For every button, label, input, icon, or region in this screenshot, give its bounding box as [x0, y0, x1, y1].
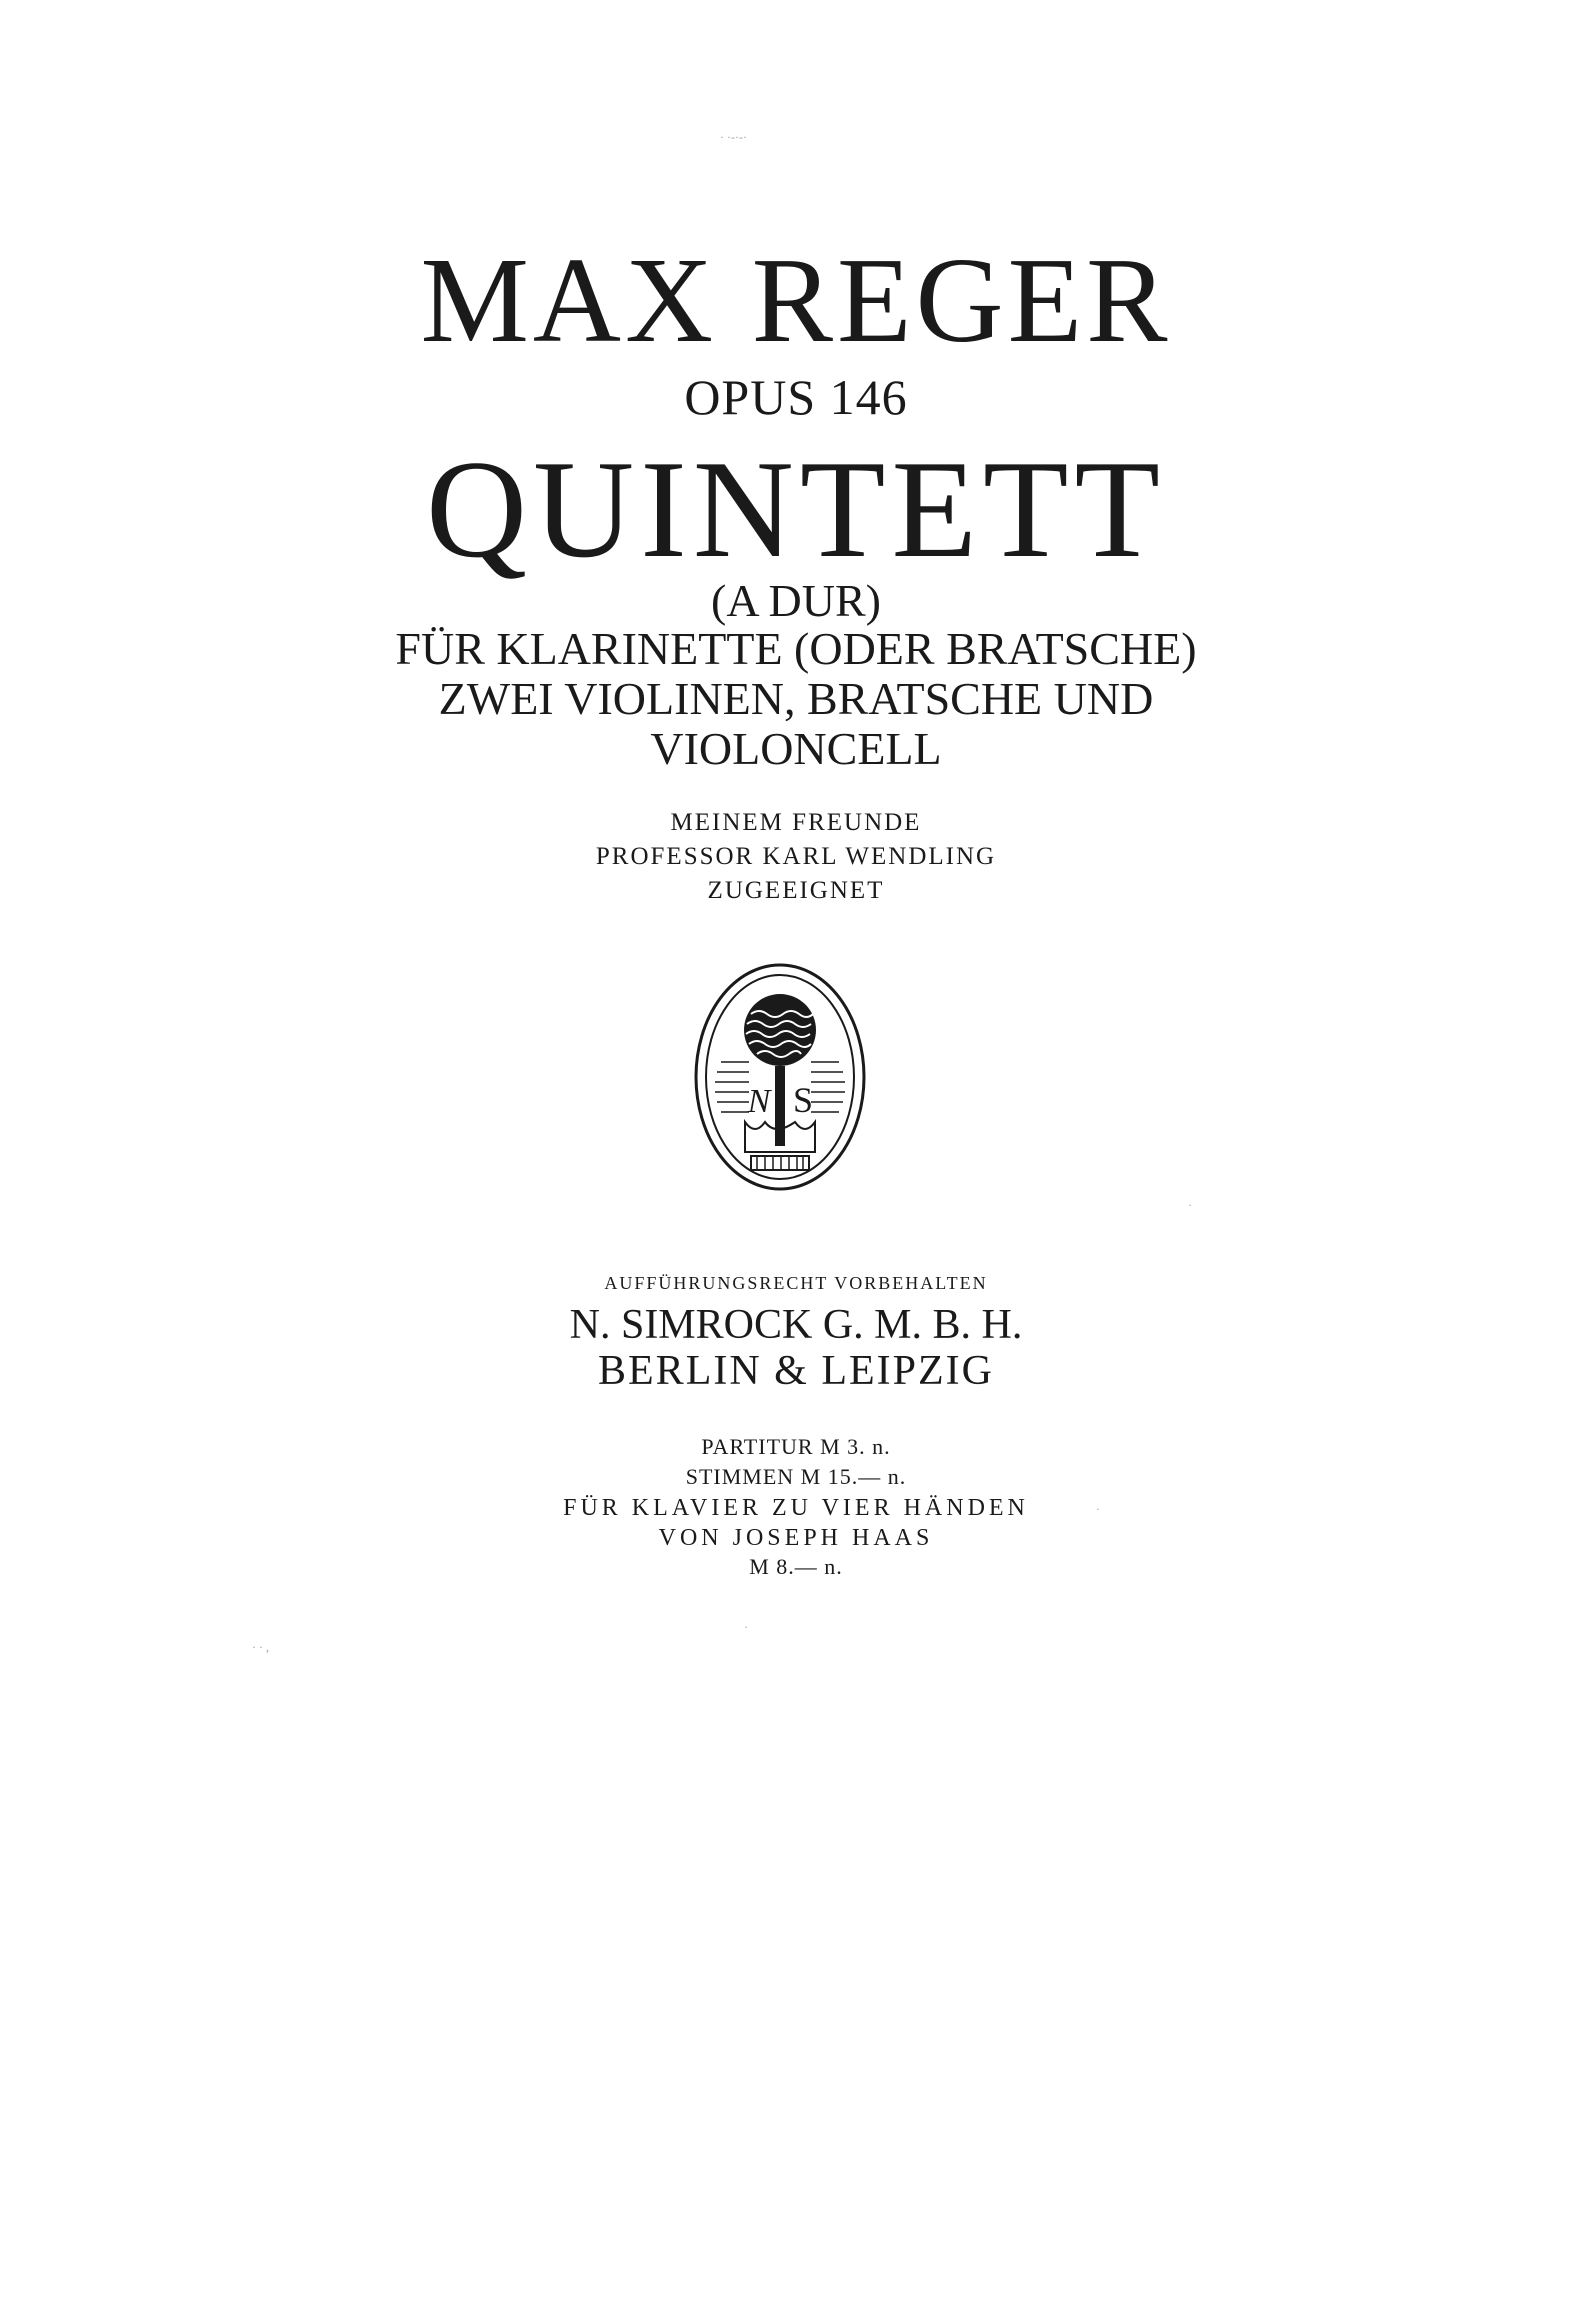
performance-rights-notice: AUFFÜHRUNGSRECHT VORBEHALTEN: [604, 1273, 988, 1293]
dedication-line: PROFESSOR KARL WENDLING: [595, 843, 997, 870]
logo-monogram-n: N: [747, 1083, 771, 1120]
print-speck: · · ,: [252, 1640, 269, 1654]
instrumentation-line: VIOLONCELL: [650, 723, 942, 774]
dedication-line: ZUGEEIGNET: [707, 877, 885, 904]
print-speck: ·: [1096, 1502, 1100, 1516]
instrumentation-line: ZWEI VIOLINEN, BRATSCHE UND: [438, 673, 1154, 724]
print-speck: ·: [744, 1620, 748, 1634]
composer-name: MAX REGER: [420, 233, 1172, 368]
price-line-score: PARTITUR M 3. n.: [701, 1434, 891, 1459]
key-signature: (A DUR): [711, 575, 881, 626]
publisher-name: N. SIMROCK G. M. B. H.: [569, 1302, 1023, 1348]
print-speck: · ·-·-·: [720, 130, 747, 144]
print-speck: ·: [1188, 1198, 1192, 1212]
instrumentation-line: FÜR KLARINETTE (ODER BRATSCHE): [395, 623, 1197, 674]
work-title: QUINTETT: [425, 432, 1166, 587]
price-line-arranger: VON JOSEPH HAAS: [658, 1525, 934, 1551]
price-line-parts: STIMMEN M 15.— n.: [685, 1464, 907, 1489]
dedication-line: MEINEM FREUNDE: [670, 809, 922, 836]
logo-monogram-s: S: [792, 1080, 814, 1120]
publisher-logo: [693, 962, 867, 1192]
opus-number: OPUS 146: [684, 369, 908, 425]
publisher-city: BERLIN & LEIPZIG: [598, 1348, 994, 1394]
price-line-arrangement-price: M 8.— n.: [749, 1554, 843, 1579]
price-line-piano-arrangement: FÜR KLAVIER ZU VIER HÄNDEN: [563, 1495, 1029, 1521]
